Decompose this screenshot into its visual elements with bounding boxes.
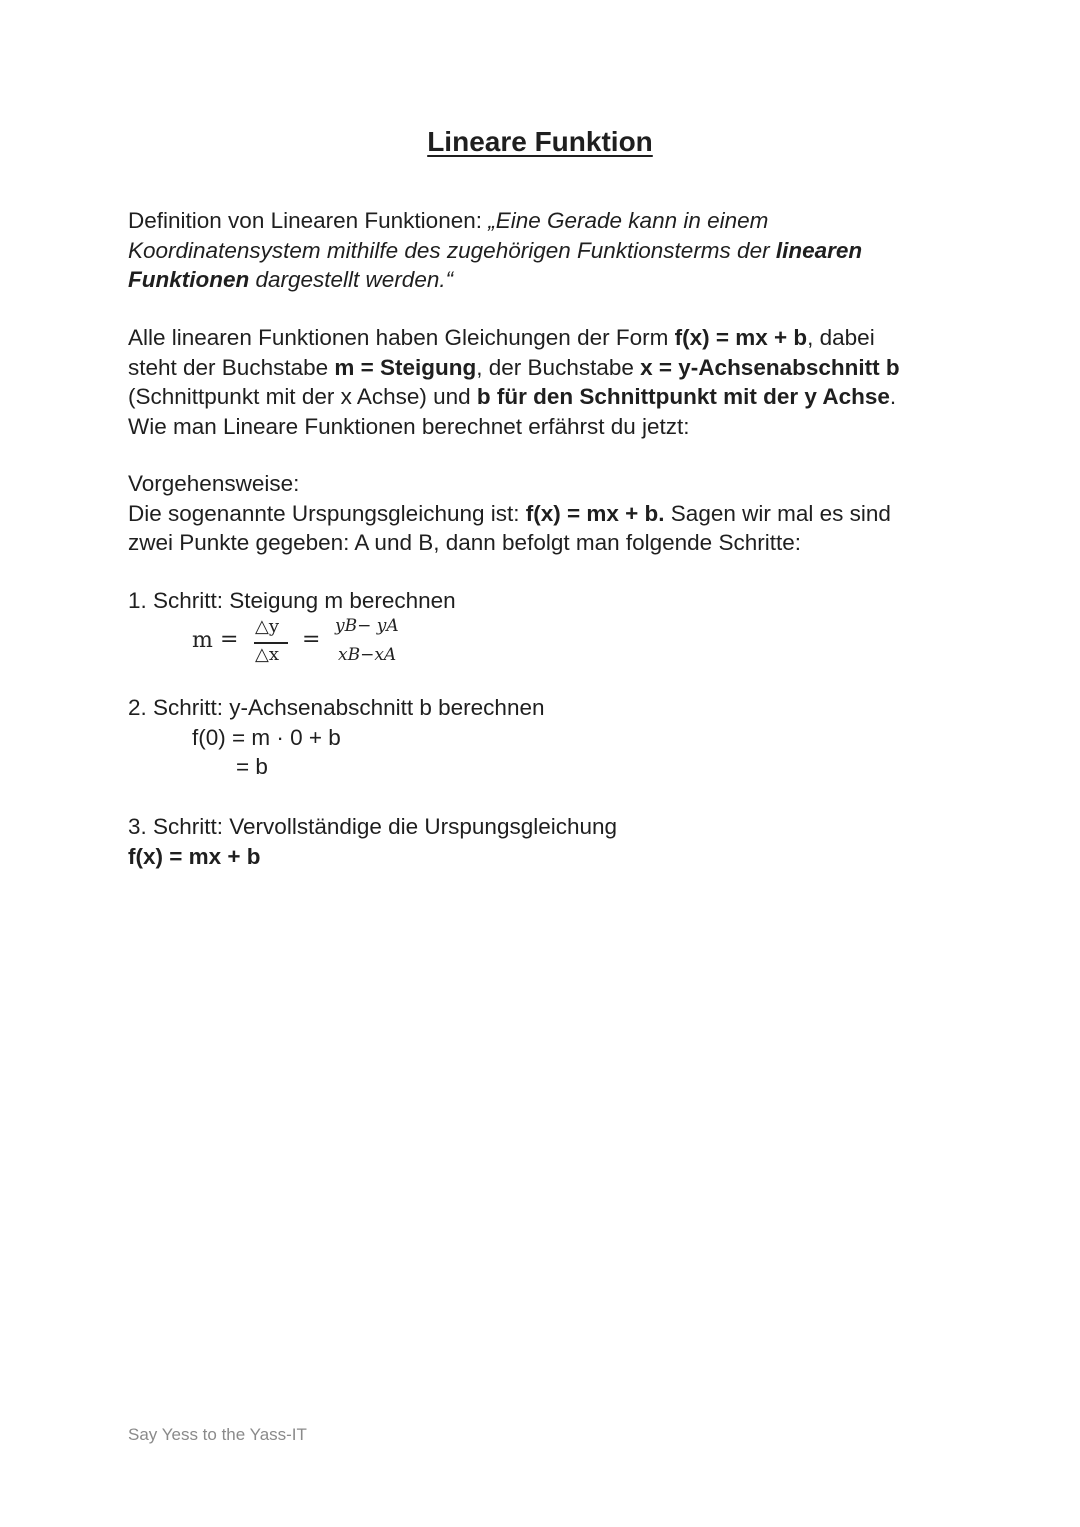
form-line-1 [128,323,958,353]
definition-line-3 [128,265,958,295]
definition-bold-linearen: linearen [775,237,863,263]
definition-line-2 [128,236,958,266]
form-text: , dabei [807,325,875,350]
final-equation: f(x) = mx + b [128,843,261,869]
form-paragraph [128,323,958,441]
form-text: (Schnittpunkt mit der x Achse) und [128,384,477,409]
formula-denominator-delta: △x [255,644,279,665]
definition-quote-middle: Koordinatensystem mithilfe des zugehörigen Funktionsterms der [128,237,776,263]
footer-text: Say Yess to the Yass-IT [128,1425,307,1444]
intercept-calc-line-2: = b [236,754,268,779]
procedure-text: Sagen wir mal es sind [664,500,891,526]
formula-denominator-points: xB−xA [338,645,397,665]
step-1-text: 1. Schritt: Steigung m berechnen [128,588,456,613]
definition-line-1 [128,206,958,236]
step-2-label [128,693,958,723]
definition-quote-start: „Eine Gerade kann in einem [488,208,769,233]
formula-lhs: m [192,628,213,653]
step-1-label [128,586,958,616]
form-text: , der Buchstabe [476,354,641,380]
procedure-line-3: zwei Punkte gegeben: A und B, dann befolgt man folgende Schritte: [128,530,801,555]
origin-equation: f(x) = mx + b. [525,500,665,526]
page-title: Lineare Funktion [427,126,653,157]
definition-lead: Definition von Linearen Funktionen: [128,208,489,233]
form-text: steht der Buchstabe [128,354,335,380]
slope-definition: m = Steigung [334,354,477,380]
definition-quote-end: dargestellt werden.“ [249,267,454,292]
definition-bold-funktionen: Funktionen [128,267,250,292]
procedure-heading: Vorgehensweise: [128,471,300,496]
formula-equals-2: = [302,627,321,652]
formula-numerator-delta: △y [255,616,280,637]
intercept-calc-line-1: f(0) = m · 0 + b [192,725,341,750]
form-line-3 [128,382,958,412]
procedure-text: Die sogenannte Urspungsgleichung ist: [128,500,526,526]
form-equation: f(x) = mx + b [674,325,808,350]
step-3-label [128,812,958,871]
step-2-text: 2. Schritt: y-Achsenabschnitt b berechnen [128,695,545,720]
form-line-4: Wie man Lineare Funktionen berechnet erfährst du jetzt: [128,413,690,439]
form-line-2 [128,353,958,383]
form-text: . [889,384,897,409]
form-text: Alle linearen Funktionen haben Gleichungen der Form [128,325,675,350]
procedure-line-2 [128,499,958,529]
step-3-text: 3. Schritt: Vervollständige die Urspungsgleichung [128,814,618,839]
definition-paragraph [128,206,958,295]
formula-equals-1: = [220,627,239,652]
procedure-paragraph [128,469,958,558]
x-definition: x = y-Achsenabschnitt b [640,354,900,380]
formula-numerator-points: yB− yA [335,616,399,636]
b-definition: b für den Schnittpunkt mit der y Achse [476,384,890,409]
